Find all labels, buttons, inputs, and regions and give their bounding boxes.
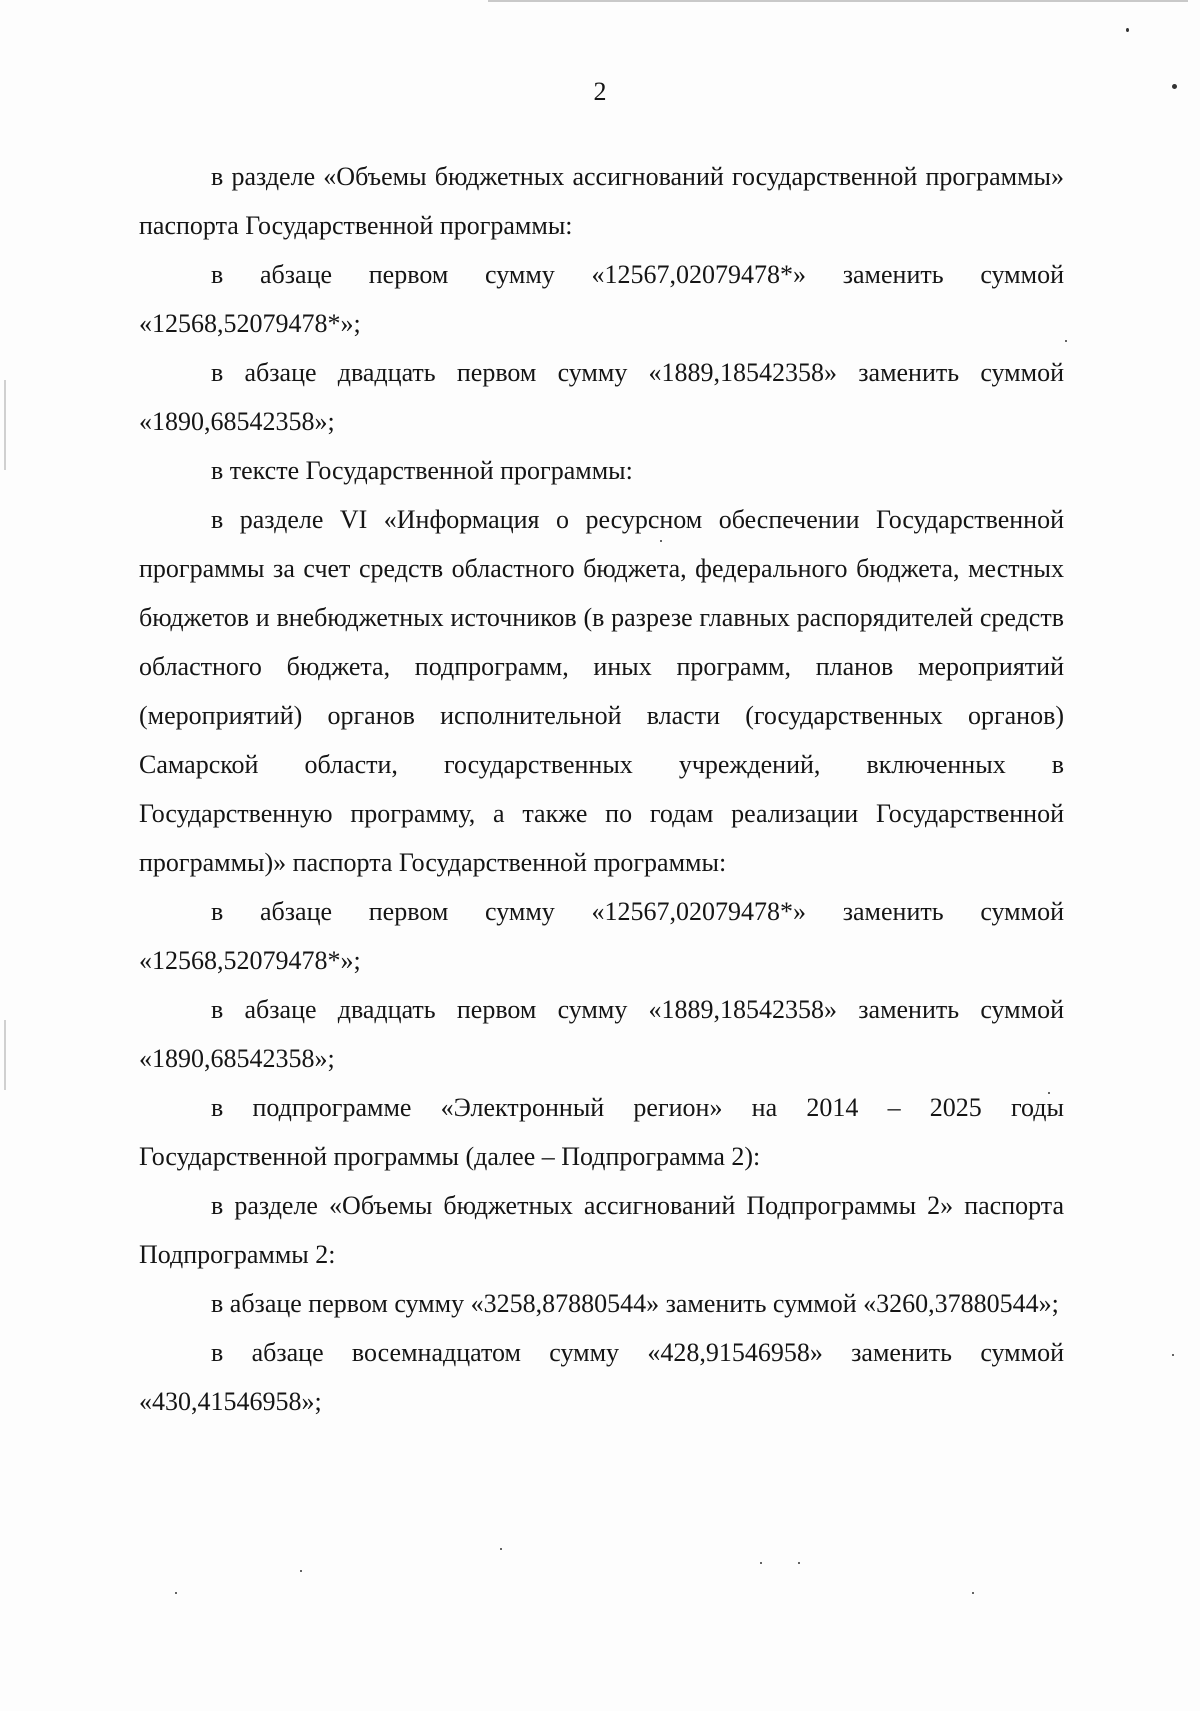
paragraph: в разделе «Объемы бюджетных ассигнований Подпрограммы 2» паспорта Подпрограммы 2:: [139, 1191, 1064, 1269]
paragraph: в разделе «Объемы бюджетных ассигнований государственной программы» паспорта Государственной программы:: [139, 162, 1064, 240]
scan-edge-mark: [4, 380, 6, 470]
scan-edge-line: [488, 0, 1188, 2]
scan-speck: [798, 1562, 800, 1564]
paragraph: в абзаце двадцать первом сумму «1889,18542358» заменить суммой «1890,68542358»;: [139, 358, 1064, 436]
scan-speck: [972, 1592, 974, 1594]
paragraph: в подпрограмме «Электронный регион» на 2014 – 2025 годы Государственной программы (далее – Подпрограмма 2):: [139, 1093, 1064, 1171]
scan-speck: [175, 1592, 177, 1594]
scan-speck: [300, 1570, 302, 1572]
paragraph: в абзаце первом сумму «12567,02079478*» заменить суммой «12568,52079478*»;: [139, 260, 1064, 338]
page-number: 2: [593, 77, 607, 106]
paragraph: в тексте Государственной программы:: [211, 456, 633, 485]
paragraph: в абзаце первом сумму «12567,02079478*» заменить суммой «12568,52079478*»;: [139, 897, 1064, 975]
scan-edge-mark: [4, 1020, 6, 1090]
scan-speck: [1065, 340, 1067, 342]
paragraph: в абзаце первом сумму «3258,87880544» заменить суммой «3260,37880544»;: [211, 1289, 1059, 1318]
scan-speck: [1172, 1354, 1174, 1356]
paragraph: в абзаце двадцать первом сумму «1889,18542358» заменить суммой «1890,68542358»;: [139, 995, 1064, 1073]
scan-speck: [500, 1548, 502, 1550]
document-body: [139, 152, 1064, 1426]
paragraph: в абзаце восемнадцатом сумму «428,91546958» заменить суммой «430,41546958»;: [139, 1338, 1064, 1416]
scan-speck: [1126, 28, 1129, 32]
paragraph: в разделе VI «Информация о ресурсном обеспечении Государственной программы за счет средств областного бюджета, федерального бюджета, местных бюджетов и внебюджетных источников (в разрезе главных распорядителей средств областного бюджета, подпрограмм, иных программ, планов мероприятий (мероприятий) органов исполнительной власти (государственных органов) Самарской области, государственных учреждений, включенных в Государственную программу, а также по годам реализации Государственной программы)» паспорта Государственной программы:: [139, 505, 1064, 877]
scan-speck: [760, 1562, 762, 1564]
